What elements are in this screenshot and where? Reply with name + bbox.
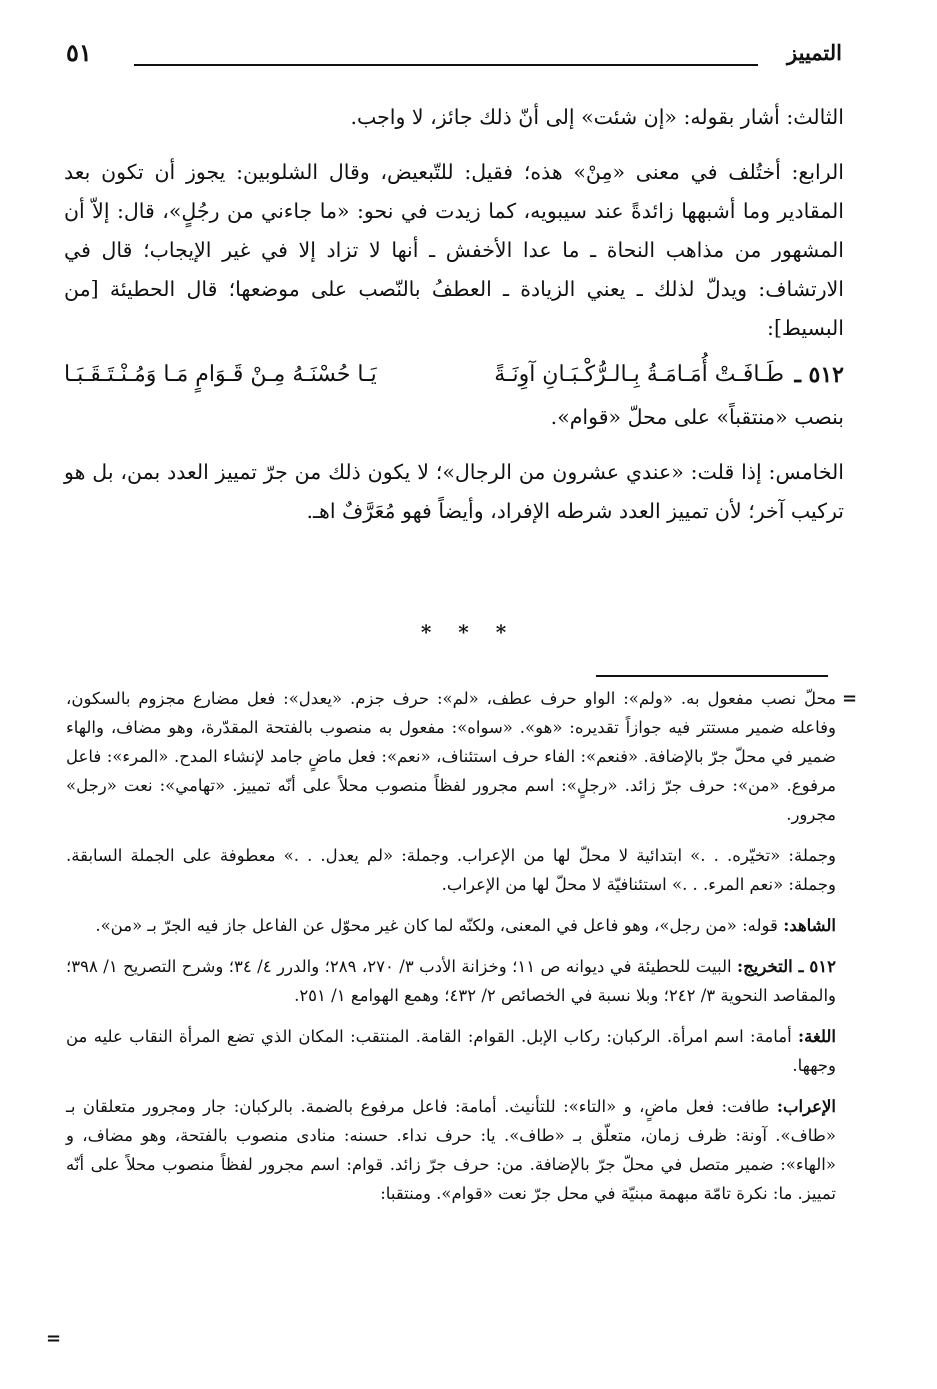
- section-separator: * * *: [420, 620, 517, 644]
- footnote-rule: [596, 675, 828, 677]
- footnote-irab: [66, 1092, 836, 1208]
- shahid-label: الشاهد:: [783, 916, 836, 935]
- verse-512: [64, 352, 844, 398]
- running-title: التمييز: [787, 40, 842, 65]
- footnote-lugha: [66, 1022, 836, 1080]
- footnote-irab-continued: محلّ نصب مفعول به. «ولم»: الواو حرف عطف، «لم»: حرف جزم. «يعدل»: فعل مضارع مجزوم بالسكون، وفاعله ضمير مستتر فيه جوازاً تقديره: «هو». «سواه»: مفعول به منصوب بالفتحة المقدّرة، وهو مضاف، والهاء ضمير في محلّ جرّ بالإضافة. «فنعم»: الفاء حرف استئناف، «نعم»: فعل ماضٍ جامد لإنشاء المدح. «المرء»: فاعل مرفوع. «من»: حرف جرّ زائد. «رجلٍ»: اسم مجرور لفظاً منصوب محلاً على أنّه تمييز. «تهامي»: نعت «رجل» مجرور.: [66, 689, 836, 824]
- header-rule: [134, 64, 758, 66]
- verse-first-hemistich: طَـافَـتْ أُمَـامَـةُ بِـالـرُّكْـبَـانِ آوِنَـةً: [494, 362, 784, 387]
- shahid-text: قوله: «من رجل»، وهو فاعل في المعنى، ولكنّه لما كان غير محوّل عن الفاعل جاز فيه الجرّ بـ «من».: [95, 916, 778, 935]
- continuation-mark-start: =: [842, 688, 858, 709]
- verse-number: ٥١٢ ـ: [794, 362, 844, 388]
- footnote-jumla: وجملة: «تخيّره. . .» ابتدائية لا محلّ لها من الإعراب. وجملة: «لم يعدل. . .» معطوفة على الجملة السابقة. وجملة: «نعم المرء. . .» استئنافيّة لا محلّ لها من الإعراب.: [66, 846, 836, 894]
- lugha-text: أمامة: اسم امرأة. الركبان: ركاب الإبل. القوام: القامة. المنتقب: المكان الذي تضع المرأة النقاب عليه من وجهها.: [66, 1027, 836, 1075]
- paragraph-fifth: الخامس: إذا قلت: «عندي عشرون من الرجال»؛ لا يكون ذلك من جرّ تمييز العدد بمن، بل هو تركيب آخر؛ لأن تمييز العدد شرطه الإفراد، وأيضاً فهو مُعَرَّفٌ اهـ.: [64, 460, 844, 523]
- page-number: ٥١: [66, 38, 92, 67]
- paragraph-fourth: الرابع: أختُلف في معنى «مِنْ» هذه؛ فقيل: للتّبعيض، وقال الشلوبين: يجوز أن تكون بعد المقادير وما أشبهها زائدةً عند سيبويه، كما زيدت في نحو: «ما جاءني من رجُلٍ»، قال: إلاّ أن المشهور من مذاهب النحاة ـ ما عدا الأخفش ـ أنها لا تزاد إلا في غير الإيجاب؛ قال في الارتشاف: ويدلّ لذلك ـ يعني الزيادة ـ العطفُ بالنّصب على موضعها؛ قال الحطيئة [من البسيط]:: [64, 160, 844, 340]
- lugha-label: اللغة:: [798, 1027, 836, 1046]
- irab-label: الإعراب:: [776, 1097, 837, 1116]
- takhrij-label: ٥١٢ ـ التخريج:: [737, 957, 836, 976]
- main-text: [64, 98, 844, 531]
- page-header: [66, 34, 842, 78]
- paragraph-after-verse: بنصب «منتقباً» على محلّ «قوام».: [550, 405, 844, 429]
- footnote-takhrij: [66, 952, 836, 1010]
- takhrij-text: البيت للحطيئة في ديوانه ص ١١؛ وخزانة الأدب ٣/ ٢٧٠، ٢٨٩؛ والدرر ٤/ ٣٤؛ وشرح التصريح ١/ ٣٩٨؛ والمقاصد النحوية ٣/ ٢٤٢؛ وبلا نسبة في الخصائص ٢/ ٤٣٢؛ وهمع الهوامع ١/ ٢٥١.: [66, 957, 836, 1005]
- continuation-mark-end: =: [46, 1328, 62, 1349]
- footnotes: [66, 684, 836, 1220]
- verse-second-hemistich: يَـا حُسْنَـهُ مِـنْ قَـوَامٍ مَـا وَمُـنْـتَـقَـبَـا: [64, 362, 377, 387]
- paragraph-third: الثالث: أشار بقوله: «إن شئت» إلى أنّ ذلك جائز، لا واجب.: [350, 105, 844, 129]
- footnote-shahid: [66, 911, 836, 940]
- irab-text: طافت: فعل ماضٍ، و «التاء»: للتأنيث. أمامة: فاعل مرفوع بالضمة. بالركبان: جار ومجرور متعلقان بـ «طاف». آونة: ظرف زمان، متعلّق بـ «طاف». يا: حرف نداء. حسنه: منادى منصوب بالفتحة، وهو مضاف، و «الهاء»: ضمير متصل في محلّ جرّ بالإضافة. من: حرف جرّ زائد. قوام: اسم مجرور لفظاً منصوب محلاً على أنّه تمييز. ما: نكرة تامّة مبهمة مبنيّة في محل جرّ نعت «قوام». ومنتقبا:: [66, 1097, 836, 1203]
